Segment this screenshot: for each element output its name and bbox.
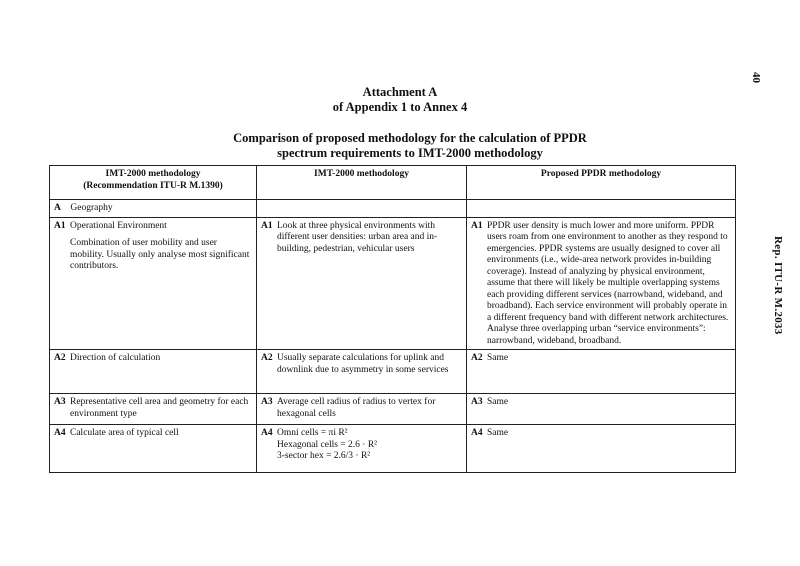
formula-3-sector: 3-sector hex = 2.6/3 · R²	[277, 451, 371, 461]
report-side-label: Rep. ITU-R M.2033	[772, 236, 784, 335]
table-title-line-2: spectrum requirements to IMT-2000 methodology	[277, 146, 543, 160]
comparison-table	[49, 165, 736, 473]
empty-cell	[257, 200, 467, 218]
section-code: A	[54, 203, 61, 213]
section-label: Geography	[70, 203, 113, 213]
row-a2-col-1	[50, 350, 257, 394]
table-row	[50, 394, 736, 425]
item-subtext: Combination of user mobility and user mobility. Usually only analyse most significant contributors.	[70, 238, 250, 271]
row-a4-col-2	[257, 425, 467, 473]
row-a1-col-1	[50, 217, 257, 350]
item-code: A4	[471, 428, 483, 438]
attachment-heading: Attachment A	[362, 85, 438, 99]
item-text: Representative cell area and geometry for each environment type	[70, 397, 249, 419]
row-a1-col-2	[257, 217, 467, 350]
item-code: A2	[471, 353, 483, 363]
attachment-subheading: of Appendix 1 to Annex 4	[332, 100, 468, 114]
item-code: A4	[261, 428, 273, 438]
row-a2-col-2	[257, 350, 467, 394]
item-text: Same	[487, 353, 509, 363]
item-text: Operational Environment	[70, 220, 167, 231]
item-text: Average cell radius of radius to vertex for hexagonal cells	[277, 397, 436, 419]
item-code: A3	[261, 397, 273, 407]
item-text: Direction of calculation	[70, 353, 161, 363]
item-text: Calculate area of typical cell	[70, 428, 179, 438]
table-row	[50, 350, 736, 394]
row-a3-col-2	[257, 394, 467, 425]
formula-omni: Omni cells = πi R²	[277, 428, 348, 438]
table-row	[50, 425, 736, 473]
table-header-row	[50, 166, 736, 200]
section-a-cell	[50, 200, 257, 218]
table-row	[50, 217, 736, 350]
table-title-line-1: Comparison of proposed methodology for the calculation of PPDR	[233, 131, 587, 145]
row-a4-col-3	[467, 425, 736, 473]
section-row	[50, 200, 736, 218]
item-text: Same	[487, 428, 509, 438]
formula-hexagonal: Hexagonal cells = 2.6 · R²	[277, 439, 378, 450]
item-text: Look at three physical environments with different user densities: urban area and in-building, pedestrian, vehicular users	[277, 220, 438, 254]
row-a3-col-1	[50, 394, 257, 425]
item-code: A1	[261, 220, 273, 231]
item-text: PPDR user density is much lower and more uniform. PPDR users roam from one environment to another as they respond to emergencies. PPDR systems are usually designed to cover all environments (i.e., wide-area network provides in-building coverage). Instead of analyzing by physical environment, assume that there will likely be multiple overlapping systems each providing different services (narrowband, wideband, and broadband). Each service environment will probably operate in a different frequency band with different network architectures. Analyse three overlapping urban “service environments”: narrowband, wideband, broadband.	[487, 220, 729, 346]
row-a4-col-1	[50, 425, 257, 473]
item-text: Same	[487, 397, 509, 407]
header-col-1	[50, 166, 257, 200]
item-code: A3	[54, 397, 66, 407]
empty-cell	[467, 200, 736, 218]
item-text: Usually separate calculations for uplink and downlink due to asymmetry in some services	[277, 353, 449, 375]
header-col-3: Proposed PPDR methodology	[467, 166, 736, 200]
item-code: A1	[471, 220, 483, 231]
item-code: A2	[54, 353, 66, 363]
header-col-2: IMT-2000 methodology	[257, 166, 467, 200]
row-a2-col-3	[467, 350, 736, 394]
header-col-1-line-1: IMT-2000 methodology	[105, 169, 201, 179]
row-a3-col-3	[467, 394, 736, 425]
page-number: 40	[750, 72, 762, 83]
item-code: A2	[261, 353, 273, 363]
header-col-1-line-2: (Recommendation ITU-R M.1390)	[83, 180, 223, 191]
row-a1-col-3	[467, 217, 736, 350]
formula-list	[277, 428, 462, 463]
item-code: A3	[471, 397, 483, 407]
item-code: A1	[54, 220, 66, 231]
item-code: A4	[54, 428, 66, 438]
